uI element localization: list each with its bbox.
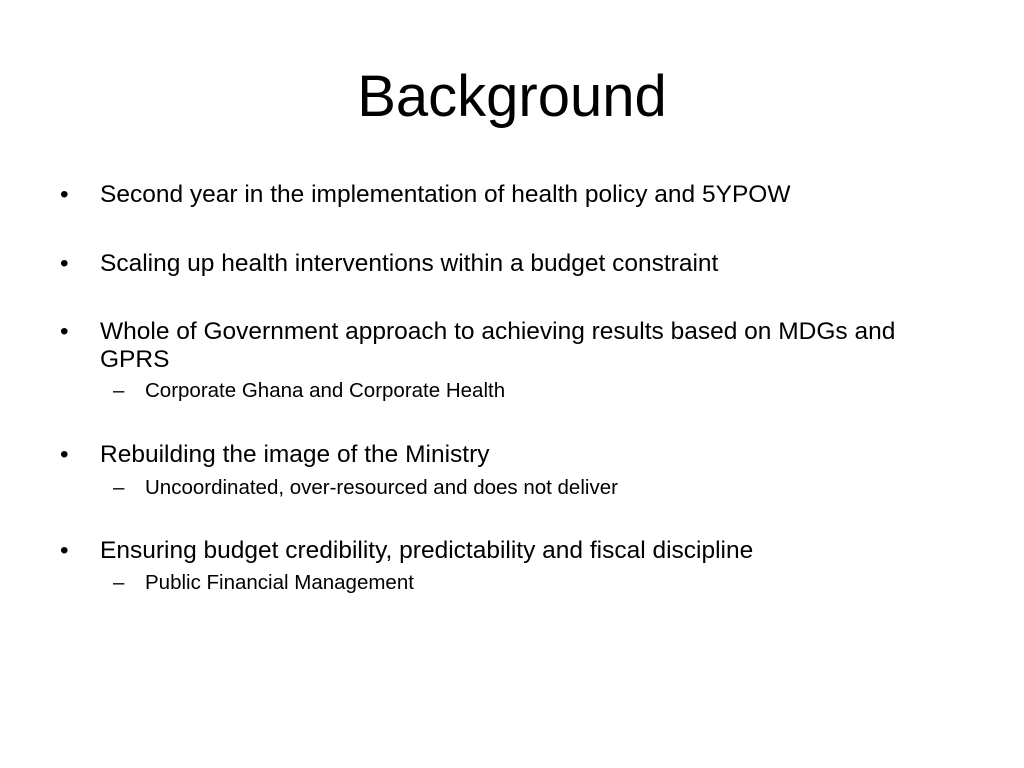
bullet-text: Second year in the implementation of health policy and 5YPOW bbox=[100, 181, 791, 208]
bullet-item bbox=[60, 441, 960, 469]
bullet-text: Whole of Government approach to achieving results based on MDGs and GPRS bbox=[100, 318, 896, 373]
bullet-item bbox=[60, 318, 960, 374]
bullet-marker: • bbox=[60, 441, 69, 468]
bullet-marker: • bbox=[60, 181, 69, 208]
sub-bullet-marker: – bbox=[113, 571, 125, 594]
sub-bullet-text: Uncoordinated, over-resourced and does not deliver bbox=[145, 476, 618, 499]
sub-bullet-marker: – bbox=[113, 476, 125, 499]
bullet-text: Ensuring budget credibility, predictability and fiscal discipline bbox=[100, 537, 754, 564]
bullet-item bbox=[60, 537, 960, 565]
bullet-text: Rebuilding the image of the Ministry bbox=[100, 441, 490, 468]
bullet-item bbox=[60, 181, 960, 209]
sub-bullet-marker: – bbox=[113, 379, 125, 402]
bullet-marker: • bbox=[60, 537, 69, 564]
sub-bullet-item bbox=[113, 571, 965, 595]
sub-bullet-item bbox=[113, 476, 965, 500]
bullet-marker: • bbox=[60, 318, 69, 345]
bullet-text: Scaling up health interventions within a budget constraint bbox=[100, 250, 719, 277]
sub-bullet-text: Corporate Ghana and Corporate Health bbox=[145, 379, 506, 402]
bullet-marker: • bbox=[60, 250, 69, 277]
sub-bullet-text: Public Financial Management bbox=[145, 571, 414, 594]
slide-title: Background bbox=[357, 64, 667, 129]
sub-bullet-item bbox=[113, 379, 965, 403]
bullet-item bbox=[60, 250, 960, 278]
